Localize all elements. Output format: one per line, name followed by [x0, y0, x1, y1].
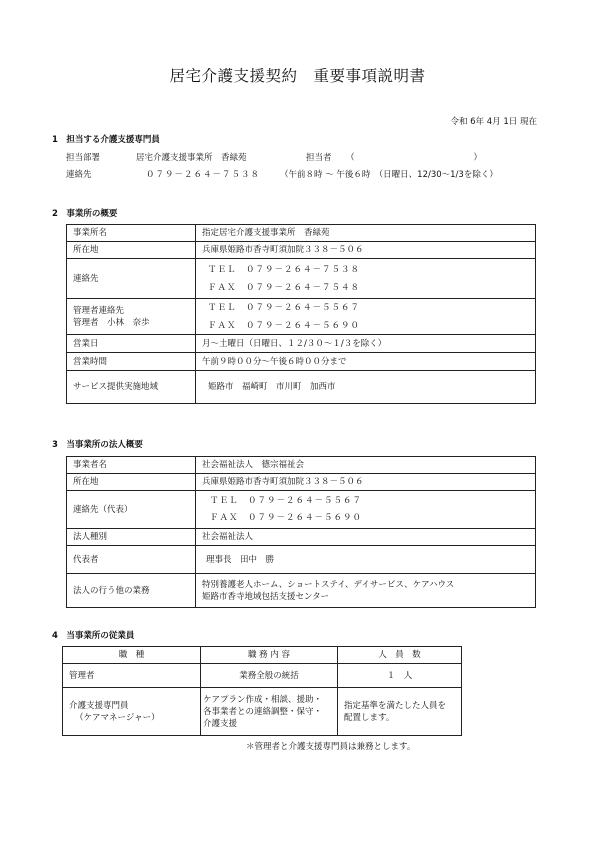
row-label-line2: 管理者 小林 奈歩	[73, 317, 150, 328]
contact-hours: （午前８時 〜 午後６時 （日曜日、12/30〜1/3を除く）	[280, 170, 498, 180]
fax-line: ＦＡＸ ０７９－２６４－５６９０	[208, 320, 361, 331]
header-duty: 職 務 内 容	[201, 647, 338, 664]
header-role: 職 種	[63, 647, 201, 664]
document-date: 令和 6年 4月 1日 現在	[450, 117, 537, 127]
staff-table	[62, 646, 462, 736]
duty-line3: 介護支援	[203, 718, 238, 729]
role-cell: 管理者	[63, 664, 201, 688]
fax-line: ＦＡＸ ０７９－２６４－７５４８	[208, 282, 361, 293]
duty-line2: 各事業者との連絡調整・保守・	[203, 706, 323, 717]
row-value: 月〜土曜日（日曜日、１２/３０〜１/３を除く）	[196, 335, 536, 353]
table-row	[67, 474, 536, 491]
table-row	[67, 546, 536, 574]
duty-cell	[201, 688, 338, 736]
row-label: 営業時間	[67, 353, 196, 371]
staff-value: （ ）	[346, 153, 483, 163]
page-title: 居宅介護支援契約 重要事項説明書	[169, 67, 426, 85]
other-business-line2: 姫路市香寺地域包括支援センター	[202, 591, 330, 602]
row-label: 法人種別	[67, 529, 196, 546]
table-row	[63, 664, 462, 688]
table-row	[67, 335, 536, 353]
department-label: 担当部署	[66, 153, 101, 163]
table-row	[67, 491, 536, 529]
row-label: 法人の行う他の業務	[67, 574, 196, 608]
table-row	[67, 299, 536, 335]
row-label: 事業所名	[67, 225, 196, 242]
row-label	[67, 299, 196, 335]
table-row	[67, 574, 536, 608]
section1-heading: 1 担当する介護支援専門員	[52, 135, 160, 145]
fax-line: ＦＡＸ ０７９－２６４－５６９０	[210, 513, 363, 523]
row-value: 姫路市 福崎町 市川町 加西市	[196, 371, 536, 404]
table-row	[67, 259, 536, 299]
table-row	[67, 353, 536, 371]
office-overview-table	[66, 224, 536, 404]
table-row	[67, 225, 536, 242]
table-row	[67, 371, 536, 404]
table-row	[63, 688, 462, 736]
staff-label: 担当者	[306, 153, 332, 163]
row-label: 所在地	[67, 474, 196, 491]
role-cell	[63, 688, 201, 736]
header-count: 人 員 数	[338, 647, 462, 664]
row-value: 指定居宅介護支援事業所 香緑苑	[196, 225, 536, 242]
section4-heading: 4 当事業所の従業員	[52, 631, 135, 641]
other-business-line1: 特別養護老人ホーム、ショートステイ、デイサービス、ケアハウス	[202, 579, 455, 590]
department-value: 居宅介護支援事業所 香緑苑	[136, 153, 247, 163]
row-label: サービス提供実施地域	[67, 371, 196, 404]
duty-line1: ケアプラン作成・相談、援助・	[203, 694, 323, 705]
row-value	[196, 574, 536, 608]
count-line2: 配置します。	[344, 712, 395, 723]
row-label: 連絡先	[67, 259, 196, 299]
row-value: 理事長 田中 勝	[196, 546, 536, 574]
table-row	[67, 242, 536, 259]
section2-heading: 2 事業所の概要	[52, 209, 118, 219]
count-line1: 指定基準を満たした人員を	[344, 700, 447, 711]
row-value: 兵庫県姫路市香寺町須加院３３８－５０６	[196, 242, 536, 259]
row-label: 連絡先（代表）	[67, 491, 196, 529]
staff-note: ＊管理者と介護支援専門員は兼務とします。	[246, 742, 416, 752]
duty-cell: 業務全般の統括	[201, 664, 338, 688]
role-line2: （ケアマネージャー）	[75, 712, 160, 723]
row-value	[196, 259, 536, 299]
row-label: 代表者	[67, 546, 196, 574]
row-value: 兵庫県姫路市香寺町須加院３３８－５０６	[196, 474, 536, 491]
row-label-line1: 管理者連絡先	[73, 305, 125, 316]
row-value	[196, 299, 536, 335]
row-label: 営業日	[67, 335, 196, 353]
corporation-overview-table	[66, 456, 536, 608]
contact-phone: ０７９－２６４－７５３８	[146, 170, 261, 180]
row-value	[196, 491, 536, 529]
row-label: 所在地	[67, 242, 196, 259]
tel-line: ＴＥＬ ０７９－２６４－５５６７	[208, 302, 361, 313]
contact-label: 連絡先	[66, 170, 92, 180]
role-line1: 介護支援専門員	[69, 700, 129, 711]
row-value: 社会福祉法人 德宗福祉会	[196, 457, 536, 474]
count-cell	[338, 688, 462, 736]
tel-line: ＴＥＬ ０７９－２６４－７５３８	[208, 264, 361, 275]
tel-line: ＴＥＬ ０７９－２６４－５５６７	[210, 496, 363, 506]
table-row	[67, 529, 536, 546]
table-header-row	[63, 647, 462, 664]
count-cell: １ 人	[338, 664, 462, 688]
table-row	[67, 457, 536, 474]
section3-heading: 3 当事業所の法人概要	[52, 440, 143, 450]
row-value: 午前９時００分〜午後６時００分まで	[196, 353, 536, 371]
row-label: 事業者名	[67, 457, 196, 474]
row-value: 社会福祉法人	[196, 529, 536, 546]
